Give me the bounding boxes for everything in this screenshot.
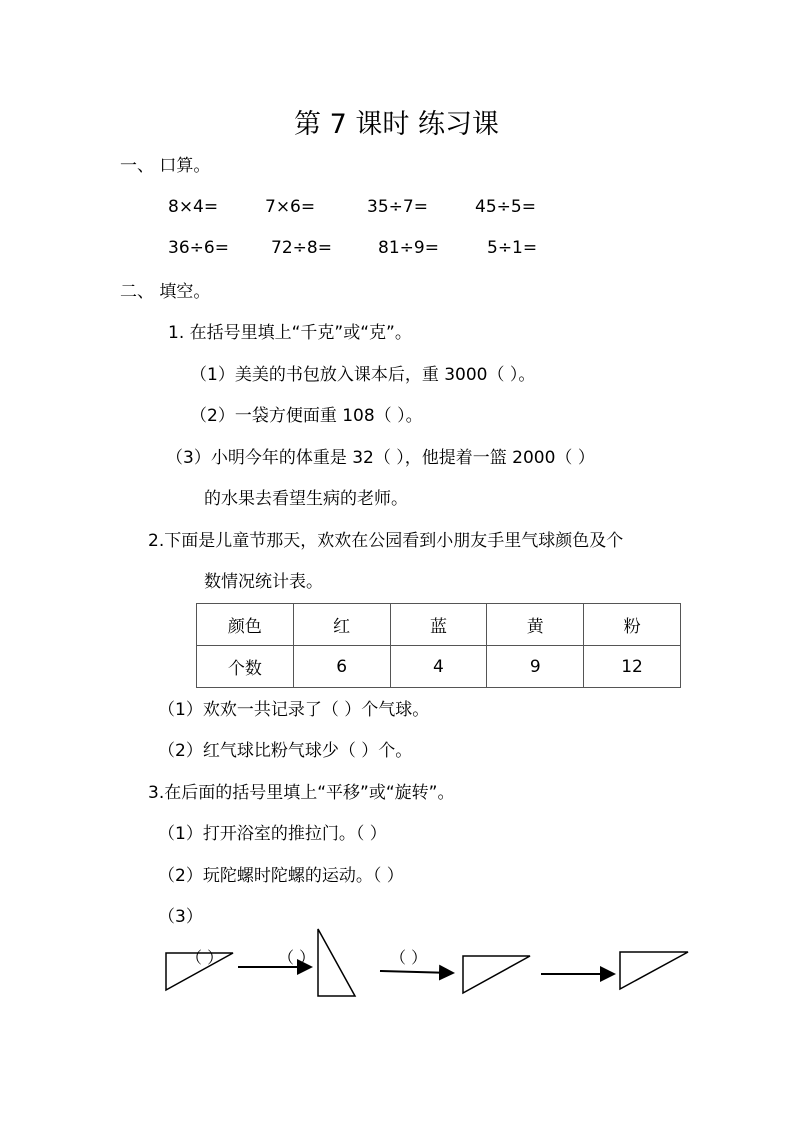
table-cell: 个数 (197, 646, 294, 688)
question-2-title: 2.下面是儿童节那天，欢欢在公园看到小朋友手里气球颜色及个 (148, 531, 624, 551)
table-cell: 颜色 (197, 604, 294, 646)
question-2-part-2: （2）红气球比粉气球少（ ）个。 (158, 741, 413, 761)
question-2-part-1: （1）欢欢一共记录了（ ）个气球。 (158, 700, 430, 720)
table-cell: 蓝 (390, 604, 487, 646)
section-heading-1: 一、 口算。 (120, 156, 211, 176)
mental-math-item: 5÷1= (487, 238, 538, 258)
question-2-title-cont: 数情况统计表。 (204, 572, 323, 592)
triangle-shape (463, 956, 530, 993)
mental-math-item: 45÷5= (475, 197, 536, 217)
mental-math-item: 7×6= (265, 197, 316, 217)
table-cell: 12 (584, 646, 681, 688)
question-1-part-3-cont: 的水果去看望生病的老师。 (204, 489, 408, 509)
question-1-part-3: （3）小明今年的体重是 32（ ），他提着一篮 2000（ ） (166, 448, 595, 468)
question-3-part-1: （1）打开浴室的推拉门。（ ） (158, 824, 387, 844)
mental-math-item: 36÷6= (168, 238, 229, 258)
table-cell: 黄 (487, 604, 584, 646)
triangle-shape (620, 952, 688, 989)
mental-math-item: 72÷8= (271, 238, 332, 258)
triangle-shape (318, 929, 355, 996)
question-3-part-2: （2）玩陀螺时陀螺的运动。（ ） (158, 866, 404, 886)
question-1-part-2: （2）一袋方便面重 108（ ）。 (190, 406, 423, 426)
page-title: 第 7 课时 练习课 (294, 109, 499, 140)
question-3-part-3: （3） (158, 907, 203, 927)
section-heading-2: 二、 填空。 (120, 282, 211, 302)
table-cell: 9 (487, 646, 584, 688)
mental-math-item: 35÷7= (367, 197, 428, 217)
arrow-line (380, 971, 453, 973)
mental-math-item: 81÷9= (378, 238, 439, 258)
mental-math-item: 8×4= (168, 197, 219, 217)
figure-answer-blank-2: （ ） (278, 948, 316, 967)
table-cell: 4 (390, 646, 487, 688)
figure-answer-blank-1: （ ） (186, 948, 224, 967)
question-1-part-1: （1）美美的书包放入课本后，重 3000（ ）。 (190, 365, 536, 385)
figure-answer-blank-3: （ ） (390, 948, 428, 967)
table-cell: 红 (293, 604, 390, 646)
table-cell: 6 (293, 646, 390, 688)
table-cell: 粉 (584, 604, 681, 646)
question-3-title: 3.在后面的括号里填上“平移”或“旋转”。 (148, 783, 455, 803)
question-1-title: 1. 在括号里填上“千克”或“克”。 (168, 323, 412, 343)
